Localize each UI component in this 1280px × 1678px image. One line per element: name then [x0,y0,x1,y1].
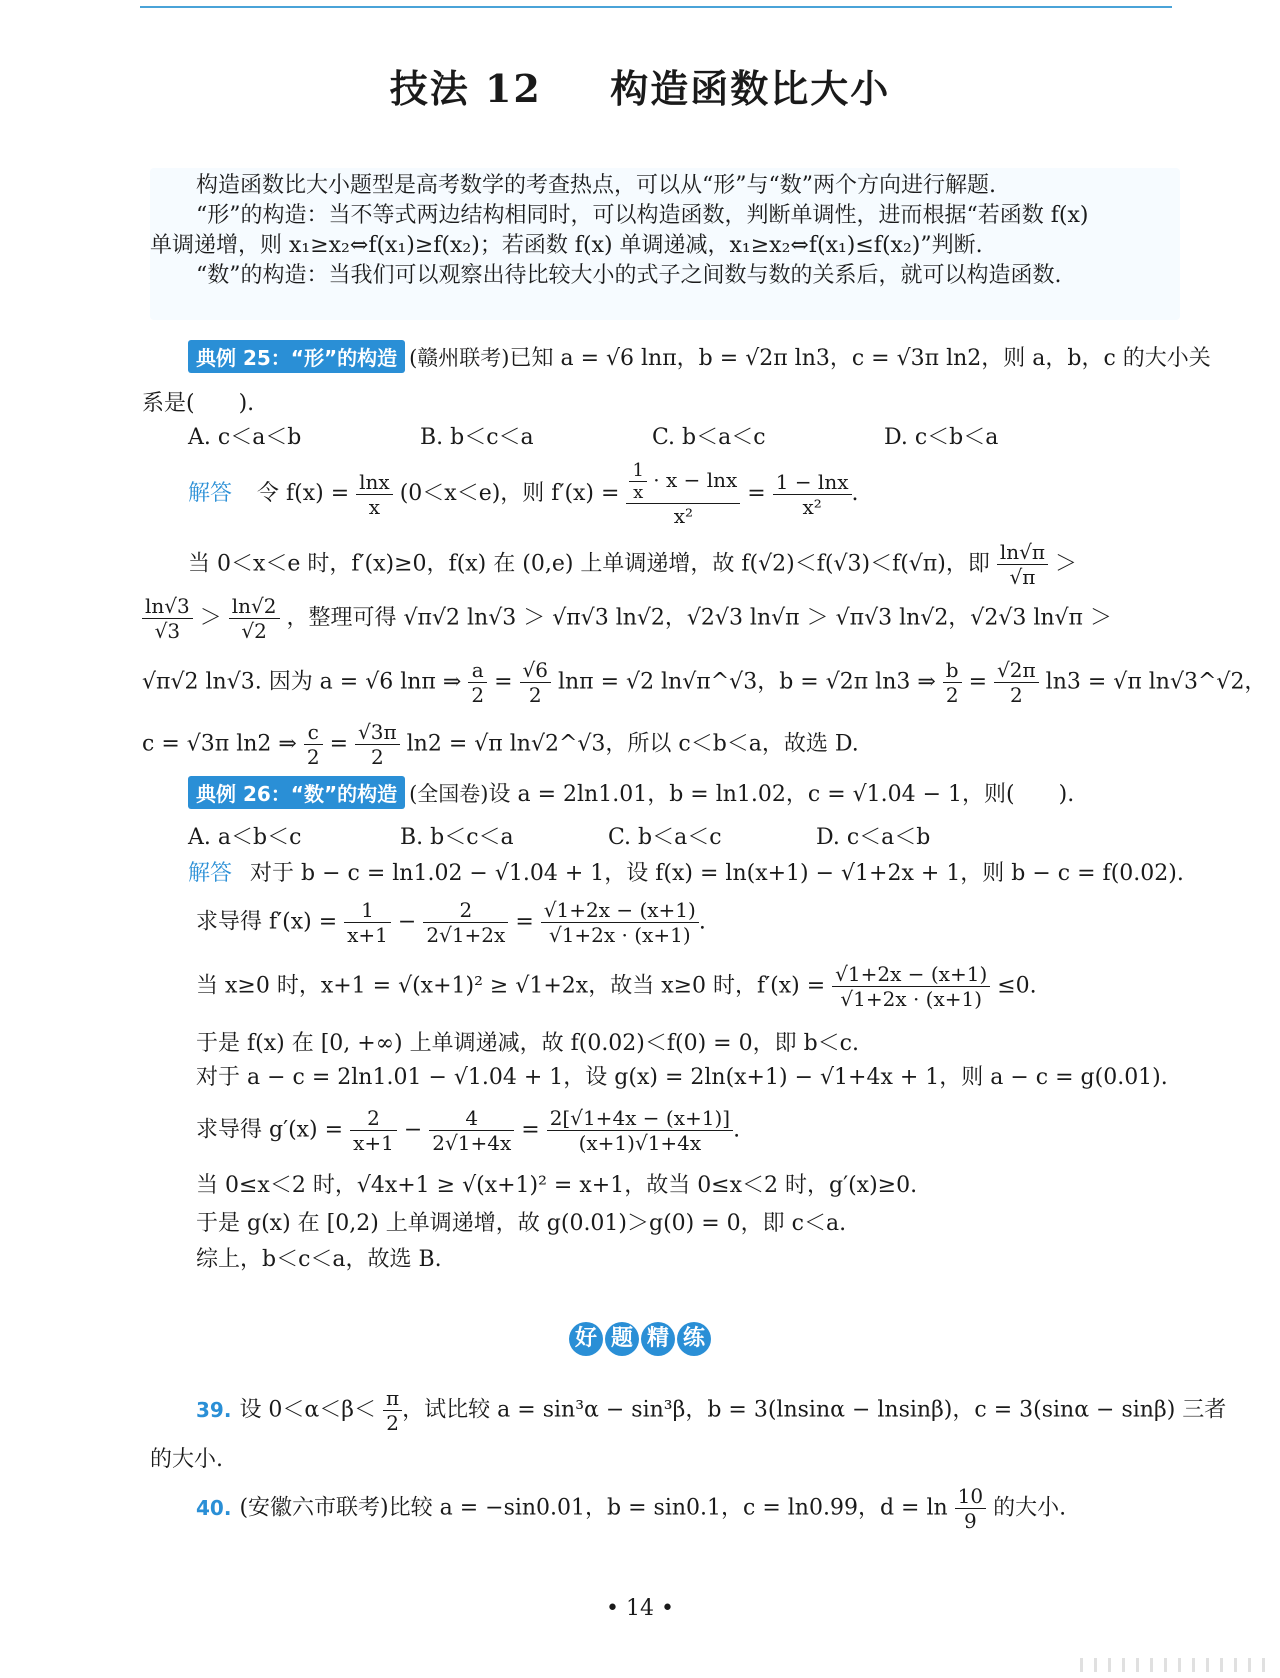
scroll-indicator [1080,1658,1270,1672]
solution-label: 解答 [188,861,233,886]
example-25-solution-2: 当 0＜x＜e 时，f′(x)≥0，f(x) 在 (0,e) 上单调递增，故 f(√2)＜f(√3)＜f(√π)，即 $\frac{\ln√\pi}{√\pi}$ ＞ [188,540,1078,589]
fraction: $\frac{√1+2x - (x+1)}{√1+2x \cdot (x+1)}$ [832,962,990,1011]
math-text: ln3 = √π ln√3^√2， [1045,669,1267,695]
fraction: $\frac{√2\pi}{2}$ [994,658,1039,707]
example-26-option-c: C. b＜a＜c [608,825,722,850]
fraction: $\frac{b}{2}$ [943,658,962,707]
page-title [0,58,1280,113]
fraction: $\frac{\ln√2}{√2}$ [229,594,280,643]
math-text: ，整理可得 √π√2 ln√3 ＞ √π√3 ln√2，√2√3 ln√π ＞ √π√3 ln√2，√2√3 ln√π ＞ [286,605,1113,631]
fraction: $\frac{1 - \ln x}{\text{x²}}$ [773,470,852,519]
fraction: $\frac{\ln√3}{√3}$ [142,594,193,643]
math-text: 的大小. [993,1495,1067,1521]
math-text: ，试比较 a = sin³α − sin³β，b = 3(lnsinα − lnsinβ)，c = 3(sinα − sinβ) 三者 [402,1397,1227,1423]
math-text: 当 x≥0 时，x+1 = √(x+1)² ≥ √1+2x，故当 x≥0 时，f′(x) = [196,973,826,999]
example-26-question: 设 a = 2ln1.01，b = ln1.02，c = √1.04 − 1，则( ). [488,782,1075,807]
example-25-solution-3: $\frac{\ln√3}{√3}$ ＞ $\frac{\ln√2}{√2}$ ，整理可得 √π√2 ln√3 ＞ √π√3 ln√2，√2√3 ln√π ＞ √π√3 ln√2，√2√3 ln√π ＞ [142,594,1112,643]
example-25-stem-2: 系是( ). [142,391,255,416]
practice-char: 好 [569,1322,603,1356]
example-26-solution-6: 求导得 g′(x) = $\frac{2}{x+1}$ − $\frac{4}{2√1+4x}$ = $\frac{2[√1+4x - (x+1)]}{(x+1)√1+4x}$ . [196,1106,741,1155]
question-39 [196,1386,1226,1435]
practice-char: 精 [641,1322,675,1356]
example-26-solution-9: 综上，b＜c＜a，故选 B. [196,1247,442,1272]
example-26-stem [188,776,1074,809]
practice-heading [0,1322,1280,1356]
solution-label: 解答 [188,481,233,506]
question-number: 40. [196,1495,232,1520]
fraction: $\frac{2}{x+1}$ [350,1106,397,1155]
intro-line-4: “数”的构造：当我们可以观察出待比较大小的式子之间数与数的关系后，就可以构造函数. [196,263,1062,288]
intro-line-2: “形”的构造：当不等式两边结构相同时，可以构造函数，判断单调性，进而根据“若函数 f(x) [196,203,1089,228]
math-text: (0＜x＜e)，则 f′(x) = [399,481,620,506]
example-25-question: 已知 a = √6 lnπ，b = √2π ln3，c = √3π ln2，则 a，b，c 的大小关 [509,346,1211,371]
math-text: 求导得 f′(x) = [196,909,338,935]
title-number: 12 [484,66,542,111]
intro-line-1: 构造函数比大小题型是高考数学的考查热点，可以从“形”与“数”两个方向进行解题. [196,173,996,198]
fraction: $\frac{1}{x}$ · x − lnx x² [626,460,740,528]
math-text: 求导得 g′(x) = [196,1117,344,1143]
fraction: $\frac{√3\pi}{2}$ [355,720,400,769]
math-text: ln2 = √π ln√2^√3，所以 c＜b＜a，故选 D. [406,731,859,757]
fraction: $\frac{4}{2√1+4x}$ [429,1106,514,1155]
example-26-solution-5: 对于 a − c = 2ln1.01 − √1.04 + 1，设 g(x) = 2ln(x+1) − √1+4x + 1，则 a − c = g(0.01). [196,1065,1168,1090]
page-number: • 14 • [606,1596,674,1621]
example-25-option-d: D. c＜b＜a [884,425,999,450]
fraction: $\frac{√6}{2}$ [520,658,551,707]
example-26-badge: 典例 26：“数”的构造 [188,776,405,809]
example-26-solution-8: 于是 g(x) 在 [0,2) 上单调递增，故 g(0.01)＞g(0) = 0，即 c＜a. [196,1211,847,1236]
example-25-solution-5: c = √3π ln2 ⇒ $\frac{c}{2}$ = $\frac{√3\pi}{2}$ ln2 = √π ln√2^√3，所以 c＜b＜a，故选 D. [142,720,859,769]
example-25-badge: 典例 25：“形”的构造 [188,340,405,373]
example-26-source: (全国卷) [409,782,489,806]
fraction: $\frac{\ln x}{x}$ [356,470,393,519]
example-25-source: (赣州联考) [409,346,510,370]
practice-char: 题 [605,1322,639,1356]
title-text: 构造函数比大小 [610,66,891,111]
math-text: 设 0＜α＜β＜ [239,1397,377,1423]
question-40 [196,1484,1066,1533]
example-25-solution-4: √π√2 ln√3. 因为 a = √6 lnπ ⇒ $\frac{a}{2}$ = $\frac{√6}{2}$ lnπ = √2 ln√π^√3，b = √2π ln3 ⇒ $\frac{b}{2}$ = $\frac{√2\pi}{2}$ ln3 = √π ln√3^√2， [142,658,1267,707]
fraction: $\frac{2}{2√1+2x}$ [423,898,508,947]
fraction: $\frac{\pi}{2}$ [383,1386,402,1435]
question-39-line-2: 的大小. [150,1447,223,1472]
example-25-option-a: A. c＜a＜b [188,425,302,450]
title-prefix: 技法 [389,66,470,111]
math-text: c = √3π ln2 ⇒ [142,731,297,757]
example-26-option-a: A. a＜b＜c [188,825,302,850]
math-text: √π√2 ln√3. 因为 a = √6 lnπ ⇒ [142,669,462,695]
fraction: $\frac{1}{x+1}$ [344,898,391,947]
example-26-solution-7: 当 0≤x＜2 时，√4x+1 ≥ √(x+1)² = x+1，故当 0≤x＜2 时，g′(x)≥0. [196,1173,918,1198]
math-text: 对于 b − c = ln1.02 − √1.04 + 1，设 f(x) = ln(x+1) − √1+2x + 1，则 b − c = f(0.02). [250,861,1184,886]
example-25-stem [188,340,1211,373]
fraction: $\frac{a}{2}$ [468,658,487,707]
fraction: $\frac{2[√1+4x - (x+1)]}{(x+1)√1+4x}$ [547,1106,733,1155]
math-text: (安徽六市联考)比较 a = −sin0.01，b = sin0.1，c = ln0.99，d = ln [239,1495,948,1521]
practice-char: 练 [677,1322,711,1356]
example-26-solution-4: 于是 f(x) 在 [0, +∞) 上单调递减，故 f(0.02)＜f(0) = 0，即 b＜c. [196,1031,859,1056]
example-26-solution-2: 求导得 f′(x) = $\frac{1}{x+1}$ − $\frac{2}{2√1+2x}$ = $\frac{√1+2x - (x+1)}{√1+2x \cdot (x+1)}$ . [196,898,706,947]
fraction: $\frac{c}{2}$ [304,720,323,769]
question-number: 39. [196,1397,232,1422]
example-26-option-d: D. c＜a＜b [816,825,931,850]
example-26-solution-3: 当 x≥0 时，x+1 = √(x+1)² ≥ √1+2x，故当 x≥0 时，f′(x) = $\frac{√1+2x - (x+1)}{√1+2x \cdot (x+1)}$ ≤0. [196,962,1037,1011]
example-25-option-c: C. b＜a＜c [652,425,766,450]
example-26-solution-1 [188,856,1184,887]
intro-line-3: 单调递增，则 x₁≥x₂⇔f(x₁)≥f(x₂)；若函数 f(x) 单调递减，x₁≥x₂⇔f(x₁)≤f(x₂)”判断. [150,233,983,258]
top-rule [140,6,1172,8]
math-text: 令 f(x) = [257,481,350,506]
fraction: $\frac{√1+2x - (x+1)}{√1+2x \cdot (x+1)}$ [541,898,699,947]
example-25-option-b: B. b＜c＜a [420,425,534,450]
fraction: $\frac{\ln√\pi}{√\pi}$ [997,540,1048,589]
fraction: $\frac{10}{9}$ [955,1484,986,1533]
example-25-solution-1: 解答 令 f(x) = $\frac{\ln x}{x}$ (0＜x＜e)，则 f′(x) = $\frac{1}{x}$ · x − lnx x² = $\frac{1 - \ln x}{\text{x²}}$ . [188,460,859,528]
math-text: lnπ = √2 ln√π^√3，b = √2π ln3 ⇒ [557,669,936,695]
example-26-option-b: B. b＜c＜a [400,825,514,850]
math-text: 当 0＜x＜e 时，f′(x)≥0，f(x) 在 (0,e) 上单调递增，故 f(√2)＜f(√3)＜f(√π)，即 [188,551,990,577]
